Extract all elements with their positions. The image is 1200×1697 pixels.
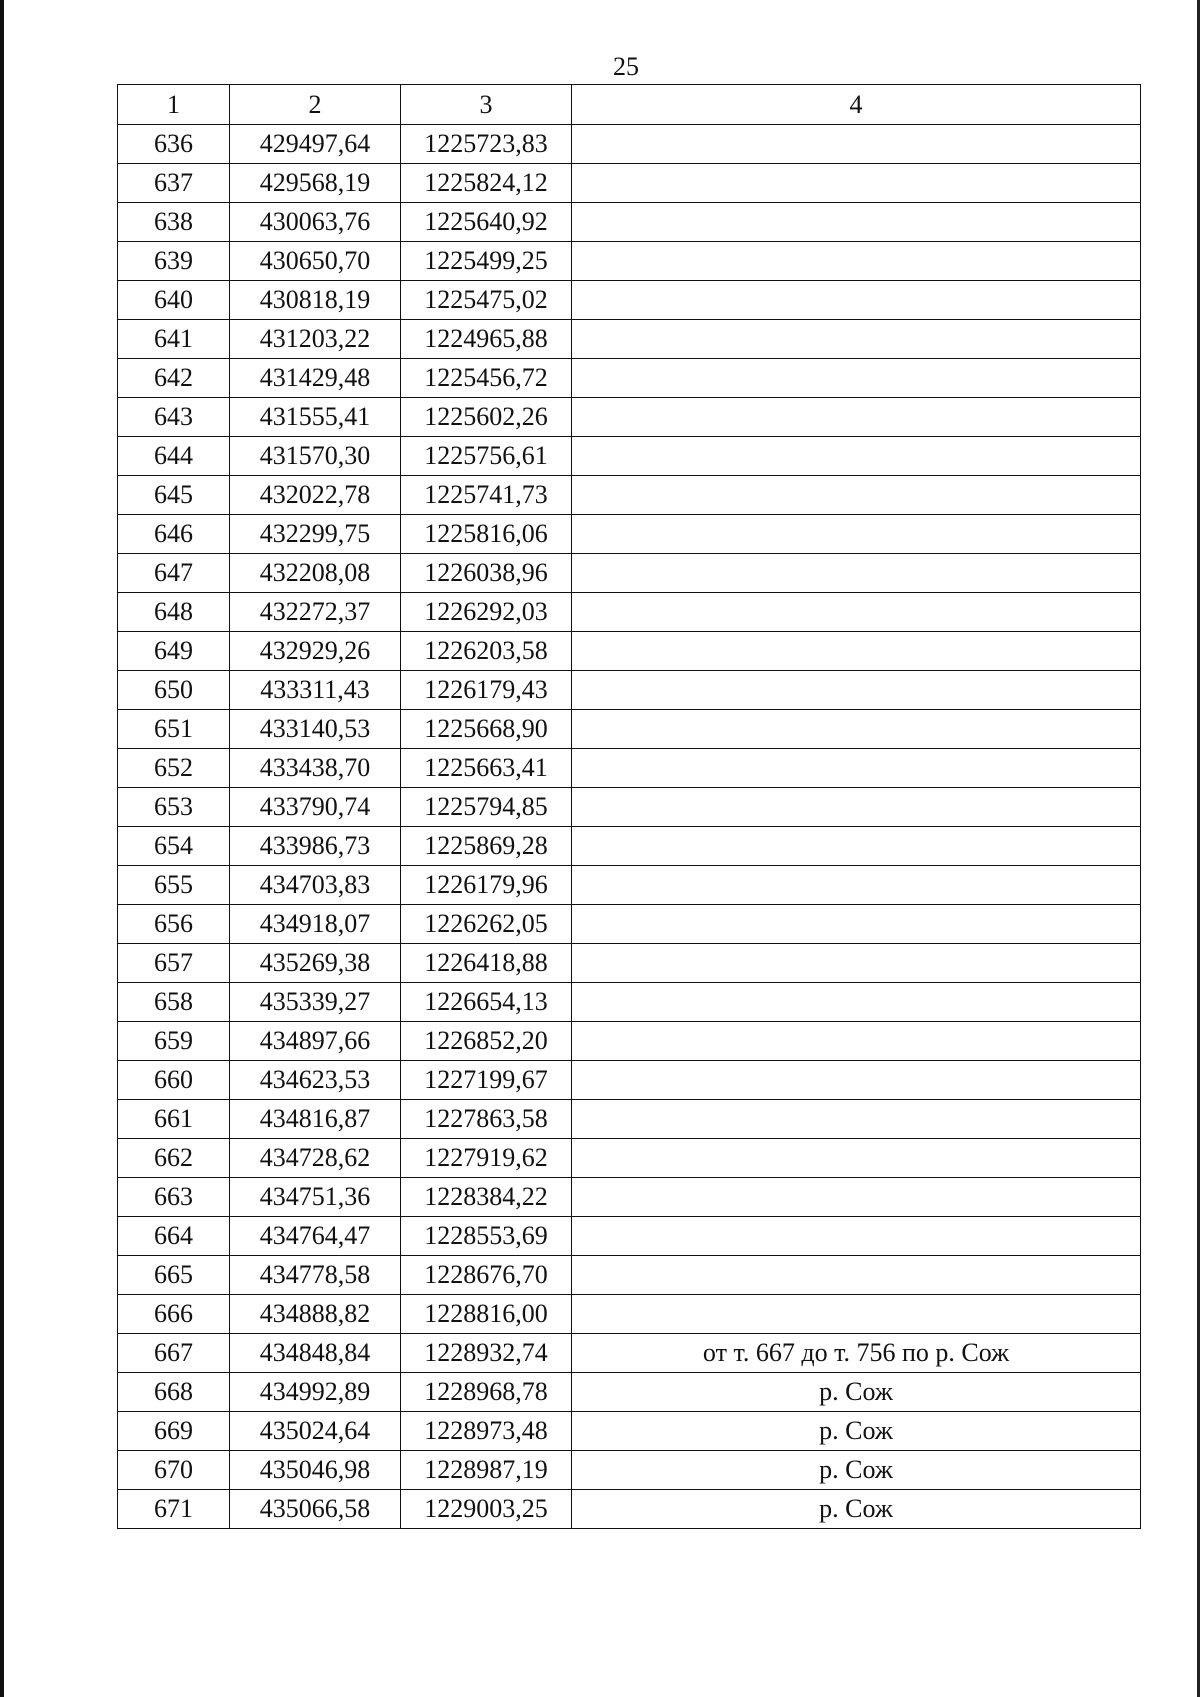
table-row: [118, 710, 1141, 749]
table-row: [118, 1217, 1141, 1256]
scan-edge-left: [0, 0, 4, 1697]
y-coordinate-cell: 1225756,61: [401, 437, 572, 476]
y-coordinate-cell: 1227919,62: [401, 1139, 572, 1178]
description-cell: [572, 476, 1141, 515]
description-cell: [572, 554, 1141, 593]
y-coordinate-cell: 1226179,43: [401, 671, 572, 710]
x-coordinate-cell: 434728,62: [230, 1139, 401, 1178]
y-coordinate-cell: 1226654,13: [401, 983, 572, 1022]
x-coordinate-cell: 435339,27: [230, 983, 401, 1022]
y-coordinate-cell: 1225456,72: [401, 359, 572, 398]
y-coordinate-cell: 1228968,78: [401, 1373, 572, 1412]
header-cell-col4: 4: [572, 85, 1141, 125]
x-coordinate-cell: 433140,53: [230, 710, 401, 749]
description-cell: [572, 125, 1141, 164]
table-row: [118, 1178, 1141, 1217]
x-coordinate-cell: 434623,53: [230, 1061, 401, 1100]
point-number-cell: 662: [118, 1139, 230, 1178]
y-coordinate-cell: 1225602,26: [401, 398, 572, 437]
table-row: [118, 359, 1141, 398]
point-number-cell: 641: [118, 320, 230, 359]
y-coordinate-cell: 1226418,88: [401, 944, 572, 983]
x-coordinate-cell: 431429,48: [230, 359, 401, 398]
table-row: [118, 1451, 1141, 1490]
point-number-cell: 660: [118, 1061, 230, 1100]
header-cell-col1: 1: [118, 85, 230, 125]
y-coordinate-cell: 1225869,28: [401, 827, 572, 866]
description-cell: [572, 164, 1141, 203]
x-coordinate-cell: 434778,58: [230, 1256, 401, 1295]
table-row: [118, 398, 1141, 437]
y-coordinate-cell: 1226852,20: [401, 1022, 572, 1061]
point-number-cell: 652: [118, 749, 230, 788]
y-coordinate-cell: 1227199,67: [401, 1061, 572, 1100]
table-row: [118, 632, 1141, 671]
table-row: [118, 1373, 1141, 1412]
y-coordinate-cell: 1228932,74: [401, 1334, 572, 1373]
point-number-cell: 656: [118, 905, 230, 944]
point-number-cell: 648: [118, 593, 230, 632]
description-cell: р. Сож: [572, 1373, 1141, 1412]
description-cell: [572, 788, 1141, 827]
page-number: 25: [613, 52, 639, 81]
description-cell: р. Сож: [572, 1412, 1141, 1451]
point-number-cell: 666: [118, 1295, 230, 1334]
y-coordinate-cell: 1225794,85: [401, 788, 572, 827]
description-cell: [572, 983, 1141, 1022]
point-number-cell: 653: [118, 788, 230, 827]
point-number-cell: 650: [118, 671, 230, 710]
description-cell: [572, 437, 1141, 476]
point-number-cell: 636: [118, 125, 230, 164]
header-cell-col2: 2: [230, 85, 401, 125]
y-coordinate-cell: 1227863,58: [401, 1100, 572, 1139]
x-coordinate-cell: 433790,74: [230, 788, 401, 827]
y-coordinate-cell: 1225824,12: [401, 164, 572, 203]
x-coordinate-cell: 433986,73: [230, 827, 401, 866]
y-coordinate-cell: 1225816,06: [401, 515, 572, 554]
x-coordinate-cell: 434764,47: [230, 1217, 401, 1256]
description-cell: [572, 944, 1141, 983]
table-row: [118, 1490, 1141, 1529]
x-coordinate-cell: 434848,84: [230, 1334, 401, 1373]
x-coordinate-cell: 434751,36: [230, 1178, 401, 1217]
description-cell: [572, 905, 1141, 944]
y-coordinate-cell: 1226203,58: [401, 632, 572, 671]
point-number-cell: 645: [118, 476, 230, 515]
description-cell: от т. 667 до т. 756 по р. Сож: [572, 1334, 1141, 1373]
point-number-cell: 670: [118, 1451, 230, 1490]
description-cell: [572, 281, 1141, 320]
point-number-cell: 669: [118, 1412, 230, 1451]
description-cell: [572, 242, 1141, 281]
table-body: [118, 85, 1141, 1529]
table-header-row: [118, 85, 1141, 125]
y-coordinate-cell: 1225475,02: [401, 281, 572, 320]
description-cell: [572, 1022, 1141, 1061]
description-cell: р. Сож: [572, 1451, 1141, 1490]
description-cell: [572, 1217, 1141, 1256]
description-cell: [572, 515, 1141, 554]
y-coordinate-cell: 1225499,25: [401, 242, 572, 281]
table-row: [118, 1139, 1141, 1178]
table-row: [118, 476, 1141, 515]
point-number-cell: 671: [118, 1490, 230, 1529]
x-coordinate-cell: 435024,64: [230, 1412, 401, 1451]
point-number-cell: 646: [118, 515, 230, 554]
y-coordinate-cell: 1225723,83: [401, 125, 572, 164]
y-coordinate-cell: 1226038,96: [401, 554, 572, 593]
point-number-cell: 644: [118, 437, 230, 476]
point-number-cell: 665: [118, 1256, 230, 1295]
point-number-cell: 668: [118, 1373, 230, 1412]
table-row: [118, 164, 1141, 203]
point-number-cell: 647: [118, 554, 230, 593]
x-coordinate-cell: 433438,70: [230, 749, 401, 788]
coordinates-table: [117, 84, 1141, 1529]
description-cell: [572, 1295, 1141, 1334]
x-coordinate-cell: 434888,82: [230, 1295, 401, 1334]
table-row: [118, 827, 1141, 866]
description-cell: [572, 1061, 1141, 1100]
y-coordinate-cell: 1228676,70: [401, 1256, 572, 1295]
x-coordinate-cell: 434918,07: [230, 905, 401, 944]
point-number-cell: 661: [118, 1100, 230, 1139]
x-coordinate-cell: 430650,70: [230, 242, 401, 281]
x-coordinate-cell: 435066,58: [230, 1490, 401, 1529]
x-coordinate-cell: 434816,87: [230, 1100, 401, 1139]
x-coordinate-cell: 431555,41: [230, 398, 401, 437]
x-coordinate-cell: 433311,43: [230, 671, 401, 710]
description-cell: [572, 398, 1141, 437]
table-row: [118, 1412, 1141, 1451]
x-coordinate-cell: 432022,78: [230, 476, 401, 515]
y-coordinate-cell: 1225741,73: [401, 476, 572, 515]
point-number-cell: 642: [118, 359, 230, 398]
y-coordinate-cell: 1228816,00: [401, 1295, 572, 1334]
x-coordinate-cell: 435269,38: [230, 944, 401, 983]
x-coordinate-cell: 432929,26: [230, 632, 401, 671]
table-row: [118, 1100, 1141, 1139]
table-row: [118, 320, 1141, 359]
y-coordinate-cell: 1228384,22: [401, 1178, 572, 1217]
point-number-cell: 658: [118, 983, 230, 1022]
point-number-cell: 643: [118, 398, 230, 437]
table-row: [118, 125, 1141, 164]
description-cell: [572, 749, 1141, 788]
x-coordinate-cell: 431570,30: [230, 437, 401, 476]
table-row: [118, 671, 1141, 710]
description-cell: р. Сож: [572, 1490, 1141, 1529]
table-row: [118, 554, 1141, 593]
table-row: [118, 1256, 1141, 1295]
table-row: [118, 788, 1141, 827]
x-coordinate-cell: 434992,89: [230, 1373, 401, 1412]
x-coordinate-cell: 434703,83: [230, 866, 401, 905]
point-number-cell: 638: [118, 203, 230, 242]
y-coordinate-cell: 1224965,88: [401, 320, 572, 359]
description-cell: [572, 593, 1141, 632]
table-row: [118, 437, 1141, 476]
table-row: [118, 905, 1141, 944]
point-number-cell: 664: [118, 1217, 230, 1256]
point-number-cell: 649: [118, 632, 230, 671]
point-number-cell: 663: [118, 1178, 230, 1217]
point-number-cell: 651: [118, 710, 230, 749]
y-coordinate-cell: 1226179,96: [401, 866, 572, 905]
description-cell: [572, 671, 1141, 710]
x-coordinate-cell: 431203,22: [230, 320, 401, 359]
y-coordinate-cell: 1225640,92: [401, 203, 572, 242]
table-row: [118, 1061, 1141, 1100]
description-cell: [572, 710, 1141, 749]
table-row: [118, 515, 1141, 554]
description-cell: [572, 866, 1141, 905]
x-coordinate-cell: 432299,75: [230, 515, 401, 554]
y-coordinate-cell: 1228553,69: [401, 1217, 572, 1256]
header-cell-col3: 3: [401, 85, 572, 125]
y-coordinate-cell: 1226292,03: [401, 593, 572, 632]
description-cell: [572, 632, 1141, 671]
description-cell: [572, 203, 1141, 242]
x-coordinate-cell: 434897,66: [230, 1022, 401, 1061]
point-number-cell: 654: [118, 827, 230, 866]
y-coordinate-cell: 1226262,05: [401, 905, 572, 944]
table-row: [118, 1022, 1141, 1061]
table-row: [118, 983, 1141, 1022]
x-coordinate-cell: 432208,08: [230, 554, 401, 593]
y-coordinate-cell: 1225668,90: [401, 710, 572, 749]
table-row: [118, 1334, 1141, 1373]
x-coordinate-cell: 429497,64: [230, 125, 401, 164]
x-coordinate-cell: 430818,19: [230, 281, 401, 320]
table-row: [118, 593, 1141, 632]
point-number-cell: 659: [118, 1022, 230, 1061]
x-coordinate-cell: 430063,76: [230, 203, 401, 242]
table-row: [118, 203, 1141, 242]
y-coordinate-cell: 1228987,19: [401, 1451, 572, 1490]
point-number-cell: 657: [118, 944, 230, 983]
description-cell: [572, 827, 1141, 866]
description-cell: [572, 1100, 1141, 1139]
table-row: [118, 1295, 1141, 1334]
point-number-cell: 667: [118, 1334, 230, 1373]
y-coordinate-cell: 1225663,41: [401, 749, 572, 788]
description-cell: [572, 359, 1141, 398]
y-coordinate-cell: 1229003,25: [401, 1490, 572, 1529]
description-cell: [572, 1139, 1141, 1178]
table-row: [118, 944, 1141, 983]
point-number-cell: 640: [118, 281, 230, 320]
x-coordinate-cell: 432272,37: [230, 593, 401, 632]
y-coordinate-cell: 1228973,48: [401, 1412, 572, 1451]
description-cell: [572, 1256, 1141, 1295]
point-number-cell: 655: [118, 866, 230, 905]
point-number-cell: 637: [118, 164, 230, 203]
table-row: [118, 866, 1141, 905]
description-cell: [572, 1178, 1141, 1217]
table-row: [118, 749, 1141, 788]
x-coordinate-cell: 435046,98: [230, 1451, 401, 1490]
table-row: [118, 242, 1141, 281]
table-row: [118, 281, 1141, 320]
description-cell: [572, 320, 1141, 359]
x-coordinate-cell: 429568,19: [230, 164, 401, 203]
point-number-cell: 639: [118, 242, 230, 281]
